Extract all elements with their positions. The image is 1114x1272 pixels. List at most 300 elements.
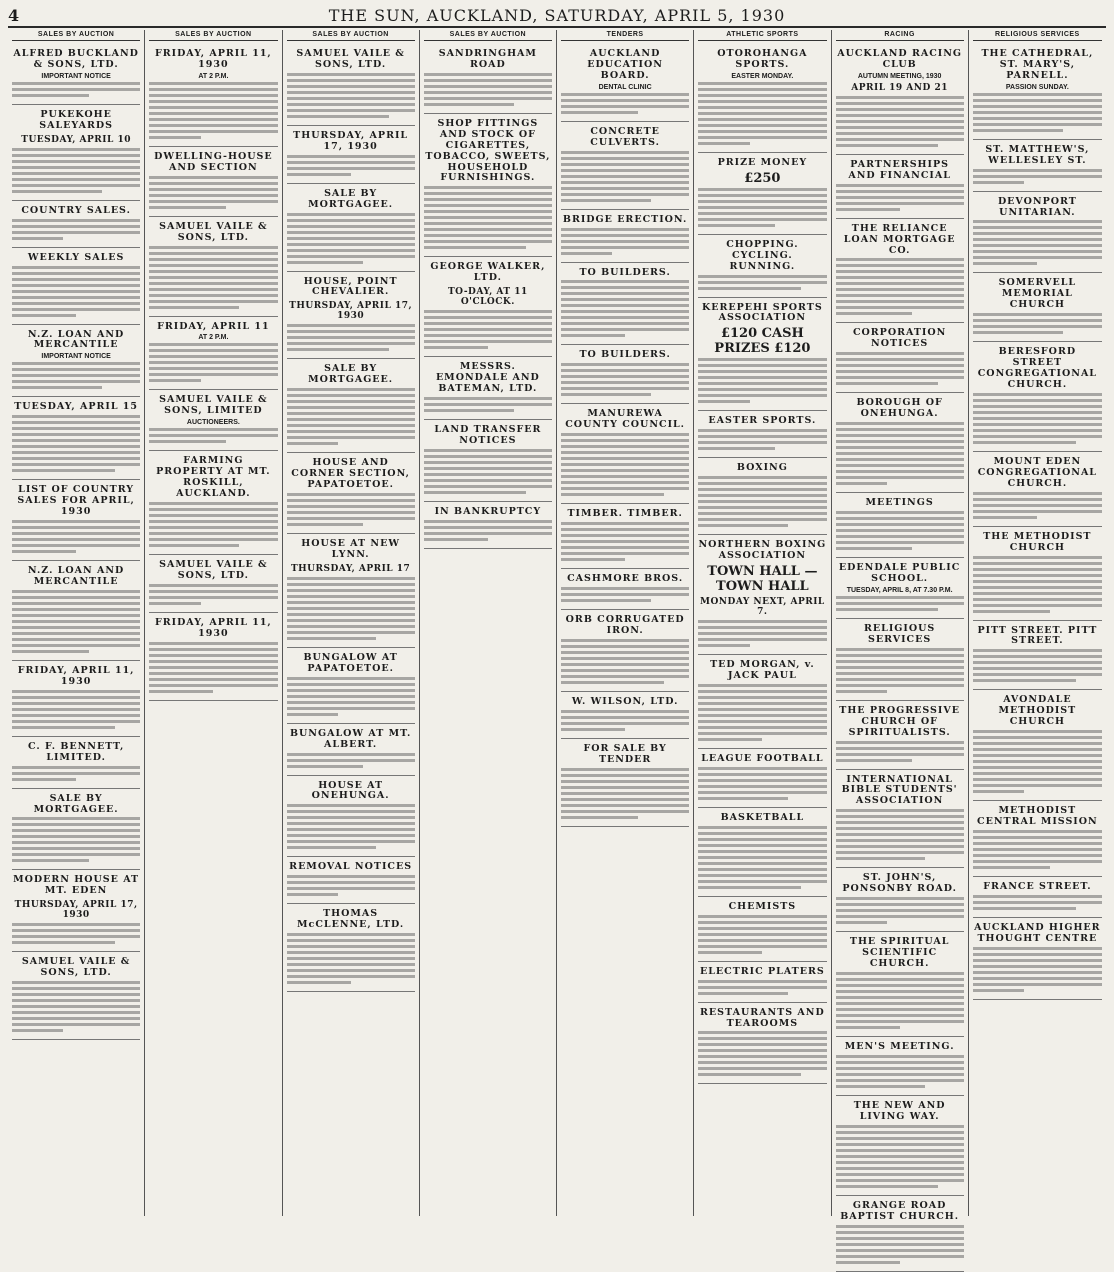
ad-title: BUNGALOW AT PAPATOETOE.	[303, 651, 398, 674]
advertisement	[698, 44, 826, 153]
ad-body-text	[561, 93, 689, 114]
ad-title: CORPORATION NOTICES	[852, 327, 947, 350]
ad-title: EASTER SPORTS.	[708, 415, 817, 427]
ad-title: DWELLING-HOUSE AND SECTION	[154, 150, 273, 173]
ad-title: SALE BY MORTGAGEE.	[33, 792, 119, 815]
ad-title: LIST OF COUNTRY SALES FOR APRIL, 1930	[17, 484, 135, 518]
column-8	[969, 30, 1106, 1216]
ad-body-text	[424, 186, 552, 249]
ad-title: TED MORGAN, v. JACK PAUL	[710, 659, 815, 681]
advertisement	[836, 493, 964, 558]
ad-title: THE RELIANCE LOAN MORTGAGE CO.	[843, 222, 956, 256]
ad-body-text	[698, 684, 826, 741]
advertisement	[836, 619, 964, 701]
ad-subtitle: TUESDAY, APRIL 8, AT 7.30 P.M.	[846, 586, 953, 594]
ad-title: ST. JOHN'S, PONSONBY ROAD.	[842, 872, 957, 895]
advertisement	[698, 962, 826, 1003]
ad-body-text	[287, 155, 415, 176]
ad-body-text	[287, 73, 415, 118]
ad-body-text	[561, 280, 689, 337]
page-number: 4	[8, 5, 20, 25]
ad-title: THE PROGRESSIVE CHURCH OF SPIRITUALISTS.	[839, 704, 960, 738]
ad-title: MOUNT EDEN CONGREGATIONAL CHURCH.	[977, 455, 1097, 489]
ad-date: THURSDAY, APRIL 17, 1930	[289, 301, 413, 322]
ad-title: MEETINGS	[865, 497, 934, 509]
column-header: SALES BY AUCTION	[424, 30, 552, 41]
ad-title: PRIZE MONEY	[717, 156, 808, 168]
ad-body-text	[149, 246, 277, 309]
ad-title: CONCRETE CULVERTS.	[590, 125, 660, 148]
ad-body-text	[12, 520, 140, 553]
ad-body-text	[973, 93, 1102, 132]
ad-date: MONDAY NEXT, APRIL 7.	[700, 597, 825, 618]
ad-body-text	[836, 96, 964, 147]
advertisement	[698, 298, 826, 412]
ad-title: LAND TRANSFER NOTICES	[434, 423, 542, 446]
advertisement	[287, 272, 415, 360]
ad-body-text	[12, 923, 140, 944]
advertisement	[561, 569, 689, 610]
ad-body-text	[698, 275, 826, 290]
ad-subtitle: PASSION SUNDAY.	[1005, 83, 1069, 91]
ad-title: THURSDAY, APRIL 17, 1930	[293, 129, 409, 152]
ad-title: GRANGE ROAD BAPTIST CHURCH.	[840, 1199, 960, 1222]
advertisement	[836, 701, 964, 770]
ad-date: TO-DAY, AT 11 O'CLOCK.	[447, 287, 528, 308]
advertisement	[287, 857, 415, 904]
ad-title: EDENDALE PUBLIC SCHOOL.	[838, 562, 961, 584]
advertisement	[287, 648, 415, 724]
column-header: SALES BY AUCTION	[149, 30, 277, 41]
advertisement	[698, 1003, 826, 1085]
advertisement	[698, 897, 826, 962]
ad-title: FRIDAY, APRIL 11	[157, 320, 270, 332]
advertisement	[561, 739, 689, 827]
advertisement	[561, 44, 689, 122]
ad-body-text	[698, 767, 826, 800]
ad-title: HOUSE, POINT CHEVALIER.	[303, 275, 398, 298]
column-2	[145, 30, 282, 1216]
ad-body-text	[424, 520, 552, 541]
ad-body-text	[698, 82, 826, 145]
ad-body-text	[12, 82, 140, 97]
ad-title: HOUSE AND CORNER SECTION, PAPATOETOE.	[291, 457, 410, 491]
ad-body-text	[561, 768, 689, 819]
ad-body-text	[287, 493, 415, 526]
ad-body-text	[12, 981, 140, 1032]
ad-headline: TOWN HALL — TOWN HALL	[707, 564, 818, 595]
ad-body-text	[561, 710, 689, 731]
advertisement	[12, 201, 140, 248]
ad-headline: £250	[744, 170, 781, 186]
ad-title: ELECTRIC PLATERS	[700, 965, 825, 977]
ad-body-text	[12, 362, 140, 389]
advertisement	[836, 155, 964, 219]
advertisement	[836, 932, 964, 1037]
advertisement	[424, 420, 552, 502]
ad-body-text	[973, 313, 1102, 334]
ad-body-text	[12, 690, 140, 729]
advertisement	[149, 217, 277, 317]
ad-body-text	[12, 415, 140, 472]
advertisement	[561, 610, 689, 692]
ad-title: MEN'S MEETING.	[844, 1040, 955, 1052]
newspaper-columns	[8, 30, 1106, 1222]
advertisement	[12, 789, 140, 871]
ad-title: REMOVAL NOTICES	[289, 861, 413, 873]
advertisement	[12, 661, 140, 737]
advertisement	[287, 776, 415, 858]
ad-title: N.Z. LOAN AND MERCANTILE	[27, 328, 125, 351]
ad-body-text	[973, 947, 1102, 992]
ad-title: FOR SALE BY TENDER	[583, 742, 667, 765]
advertisement	[698, 535, 826, 655]
ad-title: SAMUEL VAILE & SONS, LIMITED	[159, 394, 268, 417]
advertisement	[561, 692, 689, 739]
ad-title: SHOP FITTINGS AND STOCK OF CIGARETTES, TOBACCO, SWEETS, HOUSEHOLD FURNISHINGS.	[425, 117, 551, 184]
advertisement	[12, 870, 140, 952]
ad-body-text	[836, 897, 964, 924]
ad-body-text	[287, 213, 415, 264]
ad-body-text	[836, 741, 964, 762]
ad-date: TUESDAY, APRIL 10	[21, 134, 131, 145]
ad-body-text	[424, 310, 552, 349]
advertisement	[973, 192, 1102, 274]
ad-title: FRIDAY, APRIL 11, 1930	[154, 616, 272, 639]
ad-body-text	[973, 730, 1102, 793]
ad-body-text	[287, 324, 415, 351]
ad-body-text	[149, 176, 277, 209]
advertisement	[973, 690, 1102, 801]
ad-title: AVONDALE METHODIST CHURCH	[998, 694, 1077, 728]
advertisement	[698, 411, 826, 458]
advertisement	[12, 561, 140, 661]
advertisement	[424, 114, 552, 258]
ad-title: C. F. BENNETT, LIMITED.	[27, 740, 125, 763]
advertisement	[698, 655, 826, 749]
advertisement	[836, 1096, 964, 1196]
advertisement	[287, 534, 415, 648]
advertisement	[698, 153, 826, 235]
ad-body-text	[561, 587, 689, 602]
advertisement	[561, 210, 689, 263]
ad-title: THOMAS McCLENNE, LTD.	[297, 908, 405, 931]
advertisement	[973, 527, 1102, 621]
advertisement	[561, 263, 689, 346]
advertisement	[836, 868, 964, 932]
ad-subtitle: DENTAL CLINIC	[598, 83, 652, 91]
advertisement	[836, 393, 964, 493]
advertisement	[698, 458, 826, 535]
ad-title: WEEKLY SALES	[27, 251, 125, 263]
ad-title: BUNGALOW AT MT. ALBERT.	[289, 727, 412, 750]
ad-body-text	[973, 895, 1102, 910]
ad-body-text	[149, 428, 277, 443]
ad-title: SALE BY MORTGAGEE.	[308, 187, 394, 210]
advertisement	[561, 122, 689, 210]
ad-subtitle: AUCTIONEERS.	[186, 419, 240, 427]
advertisement	[149, 555, 277, 613]
ad-title: TO BUILDERS.	[579, 349, 671, 361]
ad-title: SOMERVELL MEMORIAL CHURCH	[998, 277, 1077, 311]
advertisement	[287, 359, 415, 453]
masthead	[8, 4, 1106, 28]
ad-body-text	[561, 522, 689, 561]
advertisement	[287, 184, 415, 272]
advertisement	[973, 918, 1102, 1000]
advertisement	[149, 317, 277, 391]
ad-title: PARTNERSHIPS AND FINANCIAL	[848, 158, 951, 181]
ad-title: MANUREWA COUNTY COUNCIL.	[565, 408, 685, 431]
ad-body-text	[149, 584, 277, 605]
ad-body-text	[12, 766, 140, 781]
ad-title: RELIGIOUS SERVICES	[864, 622, 936, 645]
column-4	[420, 30, 557, 1216]
advertisement	[12, 952, 140, 1040]
advertisement	[424, 257, 552, 357]
advertisement	[973, 452, 1102, 527]
ad-body-text	[698, 620, 826, 647]
ad-body-text	[287, 875, 415, 896]
column-1	[8, 30, 145, 1216]
advertisement	[12, 105, 140, 201]
ad-body-text	[973, 169, 1102, 184]
ad-title: ALFRED BUCKLAND & SONS, LTD.	[13, 48, 139, 70]
advertisement	[424, 357, 552, 420]
ad-date: THURSDAY, APRIL 17	[290, 563, 411, 574]
advertisement	[973, 621, 1102, 691]
ad-body-text	[698, 826, 826, 889]
ad-title: IN BANKRUPTCY	[434, 505, 542, 517]
ad-body-text	[698, 358, 826, 403]
column-header: RELIGIOUS SERVICES	[973, 30, 1102, 41]
ad-title: N.Z. LOAN AND MERCANTILE	[27, 565, 125, 587]
ad-title: TIMBER. TIMBER.	[567, 508, 683, 520]
ad-title: MESSRS. EMONDALE AND BATEMAN, LTD.	[435, 361, 540, 395]
ad-body-text	[836, 184, 964, 211]
advertisement	[12, 248, 140, 325]
advertisement	[424, 502, 552, 549]
ad-body-text	[12, 817, 140, 862]
ad-title: FRIDAY, APRIL 11, 1930	[154, 48, 272, 70]
ad-body-text	[836, 258, 964, 315]
advertisement	[149, 44, 277, 147]
ad-body-text	[561, 639, 689, 684]
ad-title: SANDRINGHAM ROAD	[438, 48, 537, 70]
ad-date: THURSDAY, APRIL 17, 1930	[14, 900, 138, 921]
ad-body-text	[12, 266, 140, 317]
advertisement	[12, 397, 140, 480]
ad-title: COUNTRY SALES.	[21, 204, 131, 216]
ad-body-text	[698, 1031, 826, 1076]
ad-title: W. WILSON, LTD.	[571, 695, 679, 707]
ad-body-text	[149, 502, 277, 547]
ad-body-text	[836, 972, 964, 1029]
ad-body-text	[561, 363, 689, 396]
column-header: ATHLETIC SPORTS	[698, 30, 826, 41]
ad-title: DEVONPORT UNITARIAN.	[997, 195, 1077, 218]
ad-body-text	[698, 476, 826, 527]
ad-body-text	[836, 648, 964, 693]
advertisement	[12, 44, 140, 105]
column-6	[694, 30, 831, 1216]
ad-title: TUESDAY, APRIL 15	[14, 401, 139, 413]
ad-title: THE SPIRITUAL SCIENTIFIC CHURCH.	[849, 936, 950, 969]
advertisement	[836, 770, 964, 869]
ad-title: FARMING PROPERTY AT MT. ROSKILL, AUCKLAND.	[156, 455, 271, 500]
ad-body-text	[973, 393, 1102, 444]
advertisement	[698, 808, 826, 897]
ad-body-text	[836, 809, 964, 860]
ad-title: SAMUEL VAILE & SONS, LTD.	[21, 956, 131, 979]
newspaper-title: THE SUN, AUCKLAND, SATURDAY, APRIL 5, 1930	[328, 5, 786, 25]
advertisement	[973, 342, 1102, 452]
ad-body-text	[561, 151, 689, 202]
ad-body-text	[836, 511, 964, 550]
advertisement	[149, 451, 277, 555]
ad-title: CASHMORE BROS.	[567, 573, 684, 585]
advertisement	[561, 345, 689, 404]
advertisement	[698, 749, 826, 808]
ad-title: SAMUEL VAILE & SONS, LTD.	[159, 220, 268, 243]
ad-title: SALE BY MORTGAGEE.	[308, 363, 394, 386]
advertisement	[561, 504, 689, 569]
ad-body-text	[561, 228, 689, 255]
advertisement	[973, 44, 1102, 140]
advertisement	[287, 126, 415, 184]
ad-title: SAMUEL VAILE & SONS, LTD.	[296, 48, 405, 70]
advertisement	[12, 325, 140, 398]
column-header: SALES BY AUCTION	[12, 30, 140, 41]
ad-subtitle: AT 2 P.M.	[198, 72, 229, 80]
advertisement	[287, 904, 415, 992]
column-header: SALES BY AUCTION	[287, 30, 415, 41]
column-header: TENDERS	[561, 30, 689, 41]
ad-headline: £120 CASH PRIZES £120	[714, 326, 811, 357]
advertisement	[973, 140, 1102, 192]
advertisement	[287, 724, 415, 776]
ad-title: BOROUGH OF ONEHUNGA.	[856, 397, 943, 420]
ad-body-text	[287, 804, 415, 849]
advertisement	[424, 44, 552, 114]
advertisement	[698, 235, 826, 298]
ad-title: BASKETBALL	[720, 811, 805, 823]
advertisement	[836, 219, 964, 324]
ad-title: NORTHERN BOXING ASSOCIATION	[698, 539, 827, 562]
ad-subtitle: IMPORTANT NOTICE	[41, 353, 111, 361]
ad-body-text	[424, 73, 552, 106]
ad-title: AUCKLAND RACING CLUB	[837, 48, 963, 70]
ad-body-text	[973, 220, 1102, 265]
advertisement	[836, 1037, 964, 1096]
ad-title: INTERNATIONAL BIBLE STUDENTS' ASSOCIATION	[841, 773, 958, 807]
ad-title: OTOROHANGA SPORTS.	[717, 48, 808, 70]
ad-title: THE CATHEDRAL, ST. MARY'S, PARNELL.	[981, 48, 1094, 81]
advertisement	[561, 404, 689, 504]
ad-title: GEORGE WALKER, LTD.	[430, 261, 546, 284]
ad-title: PITT STREET. PITT STREET.	[977, 624, 1098, 647]
advertisement	[836, 1196, 964, 1272]
ad-body-text	[836, 596, 964, 611]
ad-title: RESTAURANTS AND TEAROOMS	[700, 1006, 825, 1029]
ad-body-text	[698, 980, 826, 995]
column-3	[283, 30, 420, 1216]
ad-title: MODERN HOUSE AT MT. EDEN	[13, 874, 140, 897]
ad-title: AUCKLAND HIGHER THOUGHT CENTRE	[974, 921, 1101, 944]
advertisement	[287, 453, 415, 534]
ad-title: BERESFORD STREET CONGREGATIONAL CHURCH.	[977, 346, 1097, 390]
advertisement	[12, 480, 140, 561]
ad-title: FRIDAY, APRIL 11, 1930	[17, 664, 135, 687]
ad-title: ORB CORRUGATED IRON.	[565, 614, 685, 636]
ad-subtitle: EASTER MONDAY.	[731, 72, 794, 80]
ad-title: BOXING	[736, 462, 788, 474]
ad-body-text	[561, 433, 689, 496]
ad-body-text	[973, 492, 1102, 519]
ad-subtitle: AUTUMN MEETING, 1930	[857, 72, 942, 80]
ad-title: HOUSE AT ONEHUNGA.	[311, 779, 390, 802]
ad-title: TO BUILDERS.	[579, 266, 671, 278]
ad-title: CHEMISTS	[728, 900, 797, 912]
ad-body-text	[973, 830, 1102, 869]
advertisement	[287, 44, 415, 126]
ad-title: CHOPPING. CYCLING. RUNNING.	[726, 238, 799, 272]
ad-body-text	[287, 677, 415, 716]
ad-title: KEREPEHI SPORTS ASSOCIATION	[702, 301, 823, 324]
ad-body-text	[424, 449, 552, 494]
ad-title: BRIDGE ERECTION.	[562, 213, 688, 225]
advertisement	[149, 613, 277, 701]
ad-subtitle: AT 2 P.M.	[198, 334, 229, 342]
ad-title: LEAGUE FOOTBALL	[701, 752, 824, 764]
ad-body-text	[973, 649, 1102, 682]
ad-body-text	[836, 422, 964, 485]
ad-body-text	[149, 642, 277, 693]
ad-title: FRANCE STREET.	[983, 880, 1092, 892]
ad-body-text	[12, 148, 140, 193]
ad-body-text	[836, 1225, 964, 1264]
ad-body-text	[836, 1055, 964, 1088]
ad-title: THE NEW AND LIVING WAY.	[853, 1099, 946, 1122]
ad-title: PUKEKOHE SALEYARDS	[39, 108, 113, 131]
ad-body-text	[287, 388, 415, 445]
ad-body-text	[287, 577, 415, 640]
ad-body-text	[698, 915, 826, 954]
advertisement	[836, 323, 964, 393]
advertisement	[836, 558, 964, 619]
ad-title: AUCKLAND EDUCATION BOARD.	[587, 48, 663, 81]
ad-body-text	[424, 397, 552, 412]
advertisement	[973, 877, 1102, 918]
ad-body-text	[287, 933, 415, 984]
advertisement	[973, 801, 1102, 877]
advertisement	[973, 273, 1102, 342]
ad-body-text	[698, 429, 826, 450]
column-header: RACING	[836, 30, 964, 41]
ad-body-text	[836, 352, 964, 385]
ad-title: ST. MATTHEW'S, WELLESLEY ST.	[985, 143, 1090, 166]
ad-body-text	[12, 219, 140, 240]
ad-date: APRIL 19 AND 21	[851, 82, 948, 93]
ad-title: SAMUEL VAILE & SONS, LTD.	[159, 558, 268, 581]
advertisement	[149, 147, 277, 217]
advertisement	[836, 44, 964, 155]
ad-body-text	[149, 82, 277, 139]
ad-body-text	[287, 753, 415, 768]
ad-body-text	[973, 556, 1102, 613]
ad-subtitle: IMPORTANT NOTICE	[41, 72, 111, 80]
ad-body-text	[12, 590, 140, 653]
